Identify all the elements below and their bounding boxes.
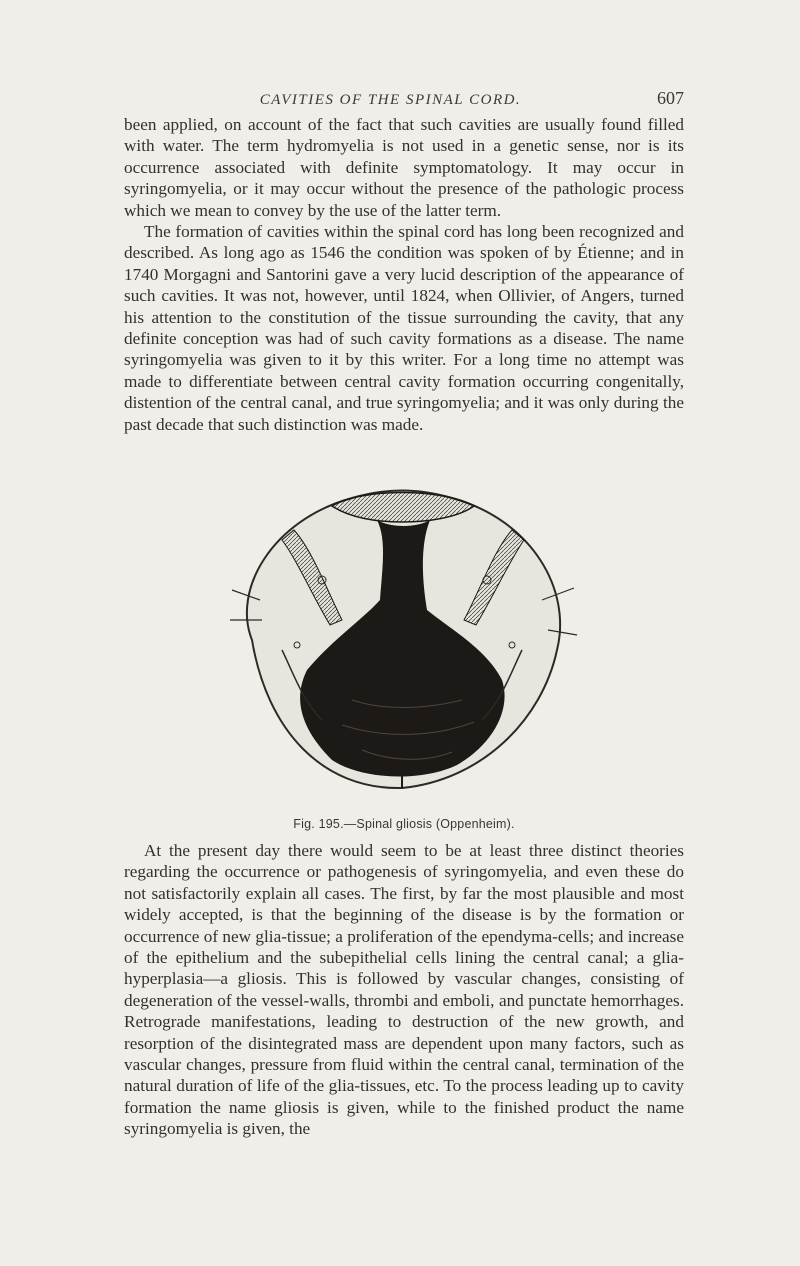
- text-block-top: [124, 114, 684, 435]
- figure-caption: Fig. 195.—Spinal gliosis (Oppenheim).: [293, 817, 515, 831]
- paragraph: been applied, on account of the fact that such cavities are usually found filled with water. The term hydromyelia is not used in a genetic sense, nor is its occurrence associated with definite symptomatology. It may occur in syringomyelia, or it may occur without the presence of the pathologic process which we mean to convey by the use of the latter term.: [124, 115, 684, 220]
- spinal-cord-illustration: [212, 470, 592, 810]
- running-title: CAVITIES OF THE SPINAL CORD.: [259, 92, 522, 108]
- text-block-bottom: [124, 840, 684, 1140]
- page-number: 607: [657, 88, 684, 108]
- cord-cross-section-drawing: [212, 470, 592, 810]
- paragraph: The formation of cavities within the spinal cord has long been recognized and described. As long ago as 1546 the condition was spoken of by Étienne; and in 1740 Morgagni and Santorini gave a very lucid description of the appearance of such cavities. It was not, however, until 1824, when Ollivier, of Angers, turned his attention to the constitution of the tissue surrounding the cavity, that any definite conception was had of such cavity formations as a disease. The name syringomyelia was given to it by this writer. For a long time no attempt was made to differentiate between central cavity formation occurring congenitally, distention of the central canal, and true syringomyelia; and it was only during the past decade that such distinction was made.: [124, 222, 684, 434]
- paragraph: At the present day there would seem to be at least three distinct theories regarding the occurrence or pathogenesis of syringomyelia, and even these do not satisfactorily explain all cases. The first, by far the most plausible and most widely accepted, is that the beginning of the disease is by the formation or occurrence of new glia-tissue; a proliferation of the ependyma-cells; and increase of the epithelium and the subepithelial cells lining the central canal; a glia-hyperplasia—a gliosis. This is followed by vascular changes, consisting of degeneration of the vessel-walls, thrombi and emboli, and punctate hemorrhages. Retrograde manifestations, leading to destruction of the new growth, and resorption of the disintegrated mass are dependent upon many factors, such as vascular changes, pressure from fluid within the central canal, termination of the natural duration of life of the glia-tissues, etc. To the process leading up to cavity formation the name gliosis is given, while to the finished product the name syringomyelia is given, the: [124, 841, 684, 1139]
- running-head: [124, 88, 684, 109]
